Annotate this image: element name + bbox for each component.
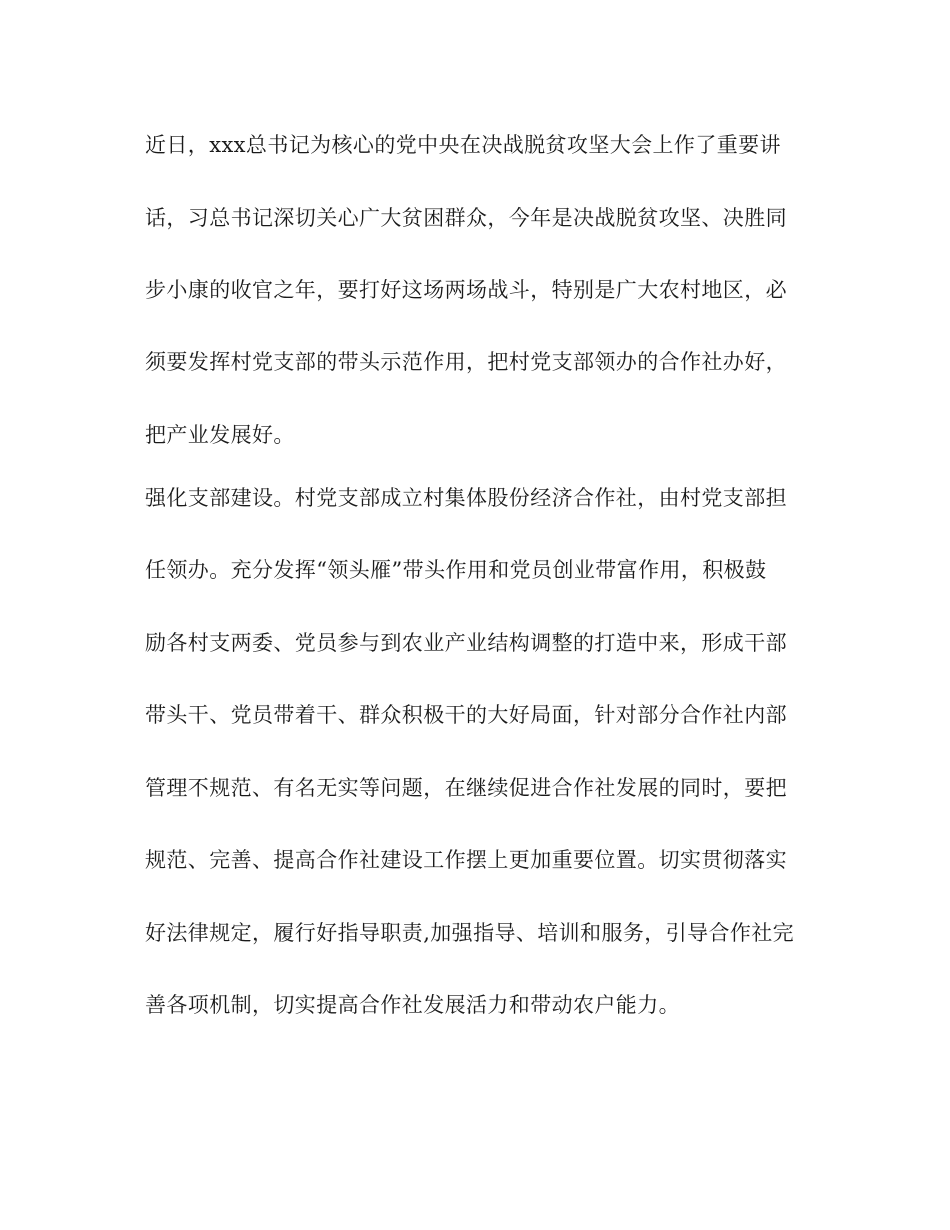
paragraph-line: 好法律规定，履行好指导职责,加强指导、培训和服务，引导合作社完 (145, 921, 795, 945)
paragraph-line: 步小康的收官之年，要打好这场两场战斗，特别是广大农村地区，必 (145, 278, 787, 302)
paragraph-line: 把产业发展好。 (145, 423, 295, 447)
paragraph-line: 话，习总书记深切关心广大贫困群众，今年是决战脱贫攻坚、决胜同 (145, 206, 787, 230)
paragraph-line: 任领办。充分发挥“领头雁”带头作用和党员创业带富作用，积极鼓 (145, 558, 767, 582)
paragraph-line: 强化支部建设。村党支部成立村集体股份经济合作社，由村党支部担 (145, 486, 787, 510)
paragraph-line: 规范、完善、提高合作社建设工作摆上更加重要位置。切实贯彻落实 (145, 848, 787, 872)
paragraph-line: 带头干、党员带着干、群众积极干的大好局面，针对部分合作社内部 (145, 703, 787, 727)
paragraph-line: 须要发挥村党支部的带头示范作用，把村党支部领办的合作社办好， (145, 350, 787, 374)
paragraph-line: 励各村支两委、党员参与到农业产业结构调整的打造中来，形成干部 (145, 631, 787, 655)
paragraph-line: 近日，xxx总书记为核心的党中央在决战脱贫攻坚大会上作了重要讲 (145, 133, 781, 157)
paragraph-line: 管理不规范、有名无实等问题，在继续促进合作社发展的同时，要把 (145, 776, 787, 800)
paragraph-line: 善各项机制，切实提高合作社发展活力和带动农户能力。 (145, 993, 680, 1017)
